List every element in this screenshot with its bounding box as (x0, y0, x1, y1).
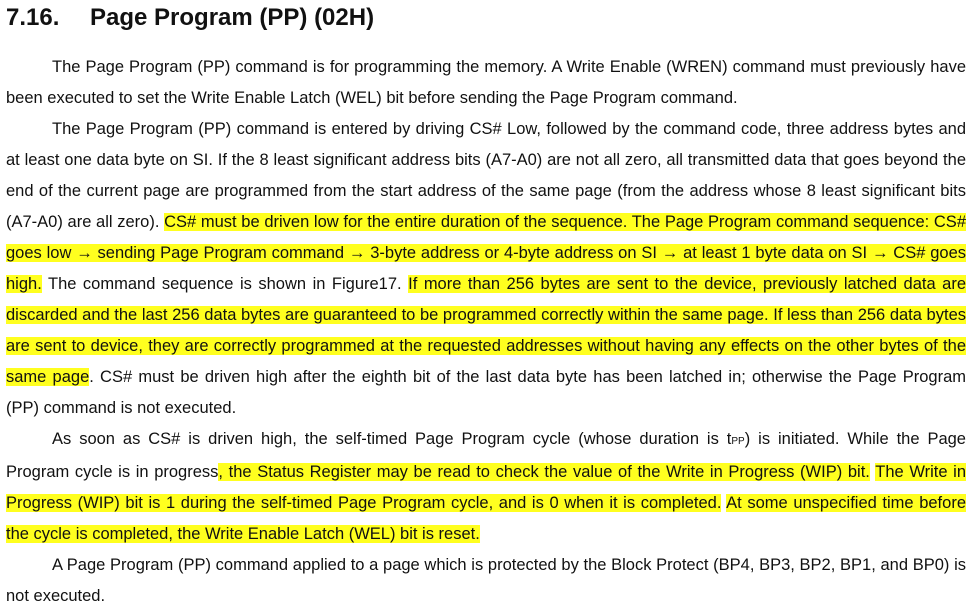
highlight-status-register: , the Status Register may be read to check the value of the Write in Progress (WIP) bit. (218, 463, 870, 481)
section-number: 7.16. (6, 4, 60, 31)
highlight-wel-reset: At some unspecified time before the cycle is completed, the Write Enable Latch (WEL) bit is reset. (6, 494, 966, 543)
section-heading (6, 4, 374, 32)
paragraph-command-entry (6, 114, 966, 424)
figure-reference-text: The command sequence is shown in Figure17. (48, 275, 402, 293)
paragraph-intro-text: The Page Program (PP) command is for programming the memory. A Write Enable (WREN) command must previously have been executed to set the Write Enable Latch (WEL) bit before sending the Page Program command. (6, 58, 966, 107)
highlight-wip-bit: The Write in Progress (WIP) bit is 1 during the self-timed Page Program cycle, and is 0 when it is completed. (6, 463, 967, 512)
program-cycle-text-2: ) is initiated. While the Page Program cycle is in progress (6, 430, 966, 481)
tpp-subscript: PP (731, 436, 745, 447)
paragraph-intro (6, 52, 966, 114)
paragraph-block-protect (6, 550, 966, 612)
paragraph-program-cycle (6, 424, 966, 550)
command-entry-text: The Page Program (PP) command is entered by driving CS# Low, followed by the command code, three address bytes and at least one data byte on SI. If the 8 least significant address bits (A7-A0) are not all zero, all transmitted data that goes beyond the end of the current page are programmed from the start address of the same page (from the address whose 8 least significant bits (A7-A0) are all zero). (6, 120, 966, 231)
highlight-256-bytes: If more than 256 bytes are sent to the device, previously latched data are discarded and the last 256 data bytes are guaranteed to be programmed correctly within the same page. If less than 256 data bytes are sent to device, they are correctly programmed at the requested addresses without having any effects on the other bytes of the same page (6, 275, 966, 386)
section-body (6, 52, 966, 612)
program-cycle-text: As soon as CS# is driven high, the self-timed Page Program cycle (whose duration is t (52, 430, 732, 448)
cs-high-text: . CS# must be driven high after the eighth bit of the last data byte has been latched in; otherwise the Page Program (PP) command is not executed. (6, 368, 967, 417)
section-title: Page Program (PP) (02H) (90, 4, 375, 31)
highlight-sequence: CS# must be driven low for the entire duration of the sequence. The Page Program command sequence: CS# goes low → sending Page Program command → 3-byte address or 4-byte address on SI → at least 1 byte data on SI → CS# goes high. (6, 213, 966, 293)
block-protect-text: A Page Program (PP) command applied to a page which is protected by the Block Protect (BP4, BP3, BP2, BP1, and BP0) is not executed. (6, 556, 966, 605)
